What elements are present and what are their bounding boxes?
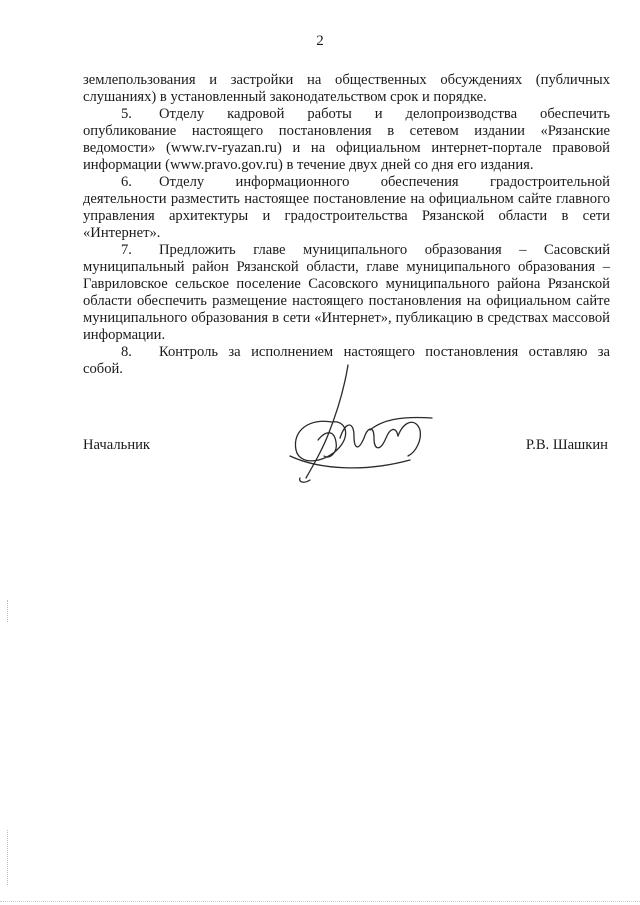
paragraph-number: 7.: [121, 242, 132, 258]
paragraph-text: Контроль за исполнением настоящего постановления оставляю за собой.: [83, 344, 610, 377]
scan-artifact: [7, 600, 10, 622]
scan-artifact: [7, 830, 10, 885]
scan-edge: [0, 901, 640, 902]
paragraph-continuation: [83, 72, 610, 106]
paragraph-number: 5.: [121, 106, 132, 122]
paragraph-number: 6.: [121, 174, 132, 190]
paragraph-item-7: [83, 242, 610, 344]
signature-block: [83, 437, 610, 457]
paragraph-item-6: [83, 174, 610, 242]
document-body: [83, 72, 610, 378]
page-number: 2: [316, 33, 324, 49]
signatory-title: Начальник: [83, 437, 151, 453]
handwritten-signature: [270, 360, 440, 490]
paragraph-text: Отделу кадровой работы и делопроизводства обеспечить опубликование настоящего постановления в сетевом издании «Рязанские ведомости» (www.rv-ryazan.ru) и на официальном интернет-портале правовой информации (www.pravo.gov.ru) в течение двух дней со дня его издания.: [83, 106, 610, 173]
paragraph-item-5: [83, 106, 610, 174]
paragraph-text: Отделу информационного обеспечения градостроительной деятельности разместить настоящее постановление на официальном сайте главного управления архитектуры и градостроительства Рязанской области в сети «Интернет».: [83, 174, 610, 241]
paragraph-text: Предложить главе муниципального образования – Сасовский муниципальный район Рязанской области, главе муниципального образования – Гавриловское сельское поселение Сасовского муниципального района Рязанской области обеспечить размещение настоящего постановления на официальном сайте муниципального образования в сети «Интернет», публикацию в средствах массовой информации.: [83, 242, 610, 343]
paragraph-text: землепользования и застройки на общественных обсуждениях (публичных слушаниях) в установленный законодательством срок и порядке.: [83, 72, 610, 105]
paragraph-number: 8.: [121, 344, 132, 360]
signatory-name: Р.В. Шашкин: [525, 437, 608, 453]
